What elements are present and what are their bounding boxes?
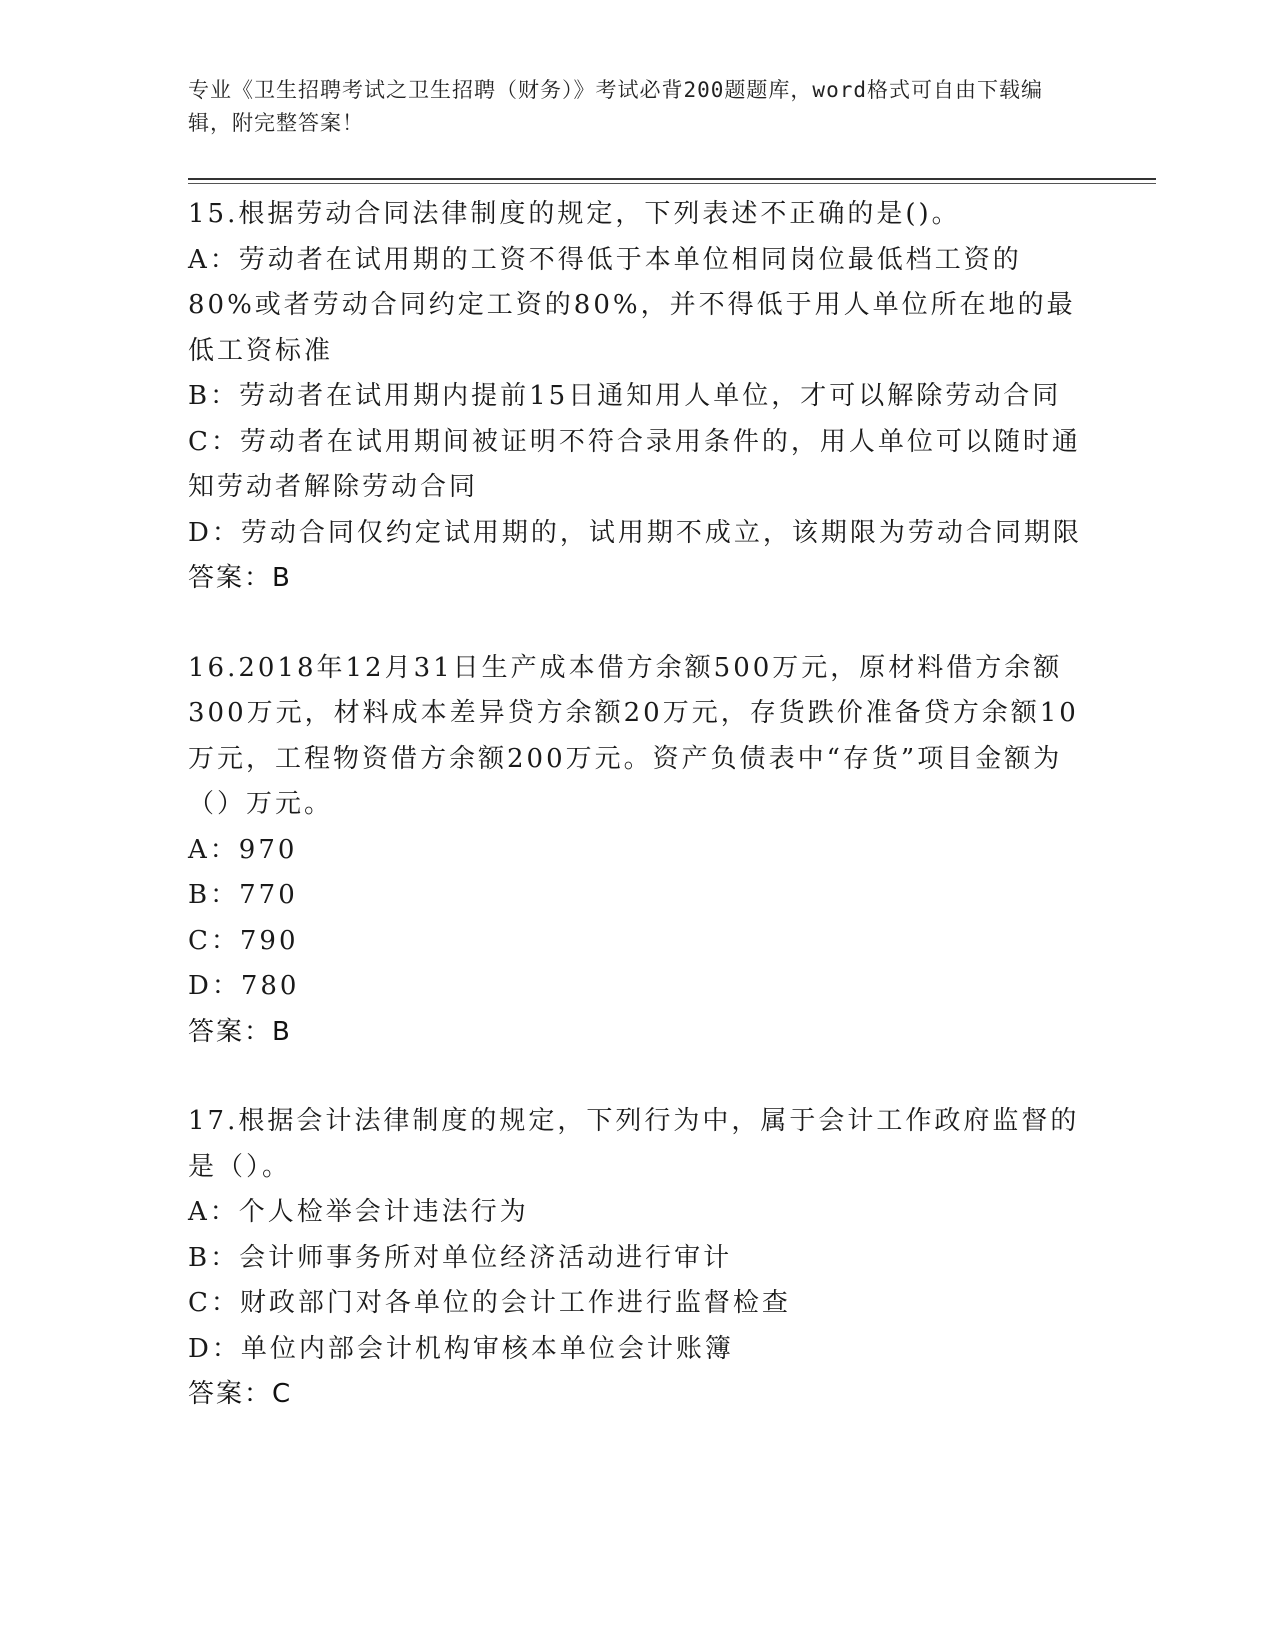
- option-d: D：单位内部会计机构审核本单位会计账簿: [188, 1333, 734, 1364]
- option-c: C：劳动者在试用期间被证明不符合录用条件的，用人单位可以随时通知劳动者解除劳动合同: [188, 426, 1081, 502]
- answer: 答案：C: [188, 1379, 293, 1409]
- option-d: D：劳动合同仅约定试用期的，试用期不成立，该期限为劳动合同期限: [188, 517, 1082, 548]
- question-16: [188, 646, 1088, 1056]
- option-a: A：个人检举会计违法行为: [188, 1197, 529, 1227]
- header-divider-thick: [188, 178, 1156, 180]
- option-a: A：970: [188, 834, 298, 865]
- option-c: C：财政部门对各单位的会计工作进行监督检查: [188, 1288, 791, 1318]
- document-header: 专业《卫生招聘考试之卫生招聘（财务）》考试必背200题题库，word格式可自由下载编辑，附完整答案！: [188, 78, 1043, 135]
- question-stem: 15.根据劳动合同法律制度的规定，下列表述不正确的是()。: [188, 199, 961, 229]
- header-divider-thin: [188, 183, 1156, 184]
- option-a: A：劳动者在试用期的工资不得低于本单位相同岗位最低档工资的80%或者劳动合同约定工资的80%，并不得低于用人单位所在地的最低工资标准: [188, 244, 1076, 366]
- option-b: B：770: [188, 880, 298, 910]
- option-b: B：会计师事务所对单位经济活动进行审计: [188, 1242, 733, 1273]
- option-d: D：780: [188, 971, 300, 1001]
- question-list: [188, 192, 1088, 1462]
- question-15: [188, 192, 1088, 602]
- question-stem: 16.2018年12月31日生产成本借方余额500万元，原材料借方余额300万元，材料成本差异贷方余额20万元，存货跌价准备贷方余额10万元，工程物资借方余额200万元。资产负债表中“存货”项目金额为（）万元。: [188, 652, 1079, 819]
- option-b: B：劳动者在试用期内提前15日通知用人单位，才可以解除劳动合同: [188, 381, 1062, 411]
- question-stem: 17.根据会计法律制度的规定，下列行为中，属于会计工作政府监督的是（）。: [188, 1106, 1080, 1182]
- option-c: C：790: [188, 925, 299, 956]
- answer: 答案：B: [188, 563, 292, 593]
- answer: 答案：B: [188, 1016, 292, 1047]
- question-17: [188, 1099, 1088, 1418]
